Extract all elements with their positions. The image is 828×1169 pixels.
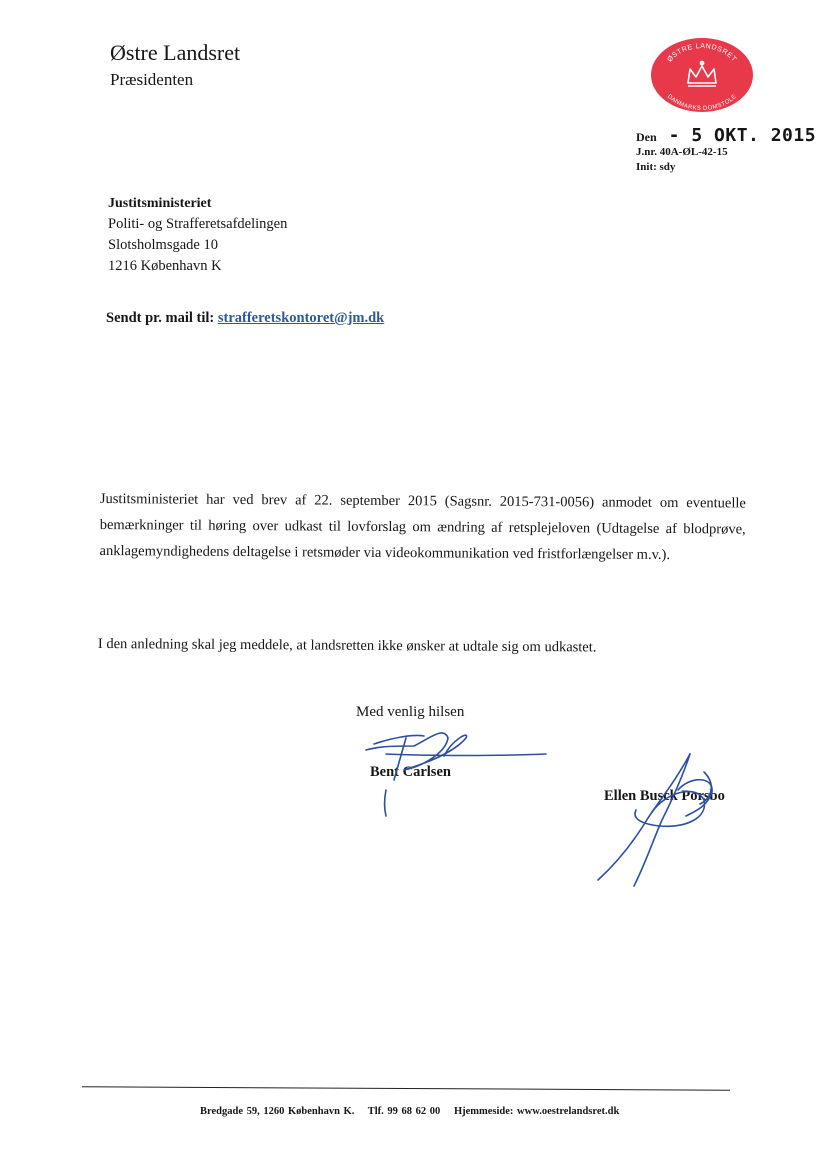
recipient-line: Politi- og Strafferetsafdelingen — [108, 216, 288, 232]
body-paragraph-2: I den anledning skal jeg meddele, at landsretten ikke ønsker at udtale sig om udkastet. — [97, 636, 597, 656]
journal-number: J.nr. 40A-ØL-42-15 — [636, 146, 728, 158]
footer — [200, 1106, 629, 1117]
recipient-line: Slotsholmsgade 10 — [108, 237, 218, 253]
footer-divider — [82, 1086, 730, 1090]
recipient-line: 1216 København K — [108, 258, 222, 274]
footer-address: Bredgade 59, 1260 København K. — [200, 1106, 355, 1117]
signer-1-name: Bent Carlsen — [370, 764, 451, 780]
signature-2 — [598, 754, 712, 886]
footer-website: Hjemmeside: www.oestrelandsret.dk — [453, 1106, 620, 1117]
date-block — [636, 125, 817, 175]
initials: Init: sdy — [636, 161, 676, 173]
signer-2-name: Ellen Busck Porsbo — [604, 788, 725, 804]
court-seal — [650, 37, 754, 113]
court-name: Østre Landsret — [110, 40, 241, 65]
sent-by-label: Sendt pr. mail til: — [106, 310, 215, 326]
email-link[interactable]: strafferetskontoret@jm.dk — [217, 310, 385, 326]
closing-greeting: Med venlig hilsen — [356, 704, 465, 720]
recipient-address — [108, 193, 287, 277]
seal-bottom-text: DANMARKS DOMSTOLE — [665, 93, 739, 113]
department-name: Præsidenten — [110, 70, 194, 89]
sent-by-line — [106, 310, 384, 327]
date-label: Den — [636, 130, 657, 144]
recipient-line: Justitsministeriet — [108, 196, 212, 211]
footer-phone: Tlf. 99 68 62 00 — [367, 1106, 441, 1117]
body-paragraph-1: Justitsministeriet har ved brev af 22. september 2015 (Sagsnr. 2015-731-0056) anmodet om eventuelle bemærkninger til høring over udkast til lovforslag om ændring af retsplejeloven (Udtagelse af blodprøve, anklagemyndighedens deltagelse i retsmøder via videokommunikation ved fristforlængelser m.v.). — [99, 490, 746, 563]
seal-top-text: ØSTRE LANDSRET — [666, 42, 738, 64]
date-stamp: - 5 OKT. 2015 — [668, 125, 817, 146]
